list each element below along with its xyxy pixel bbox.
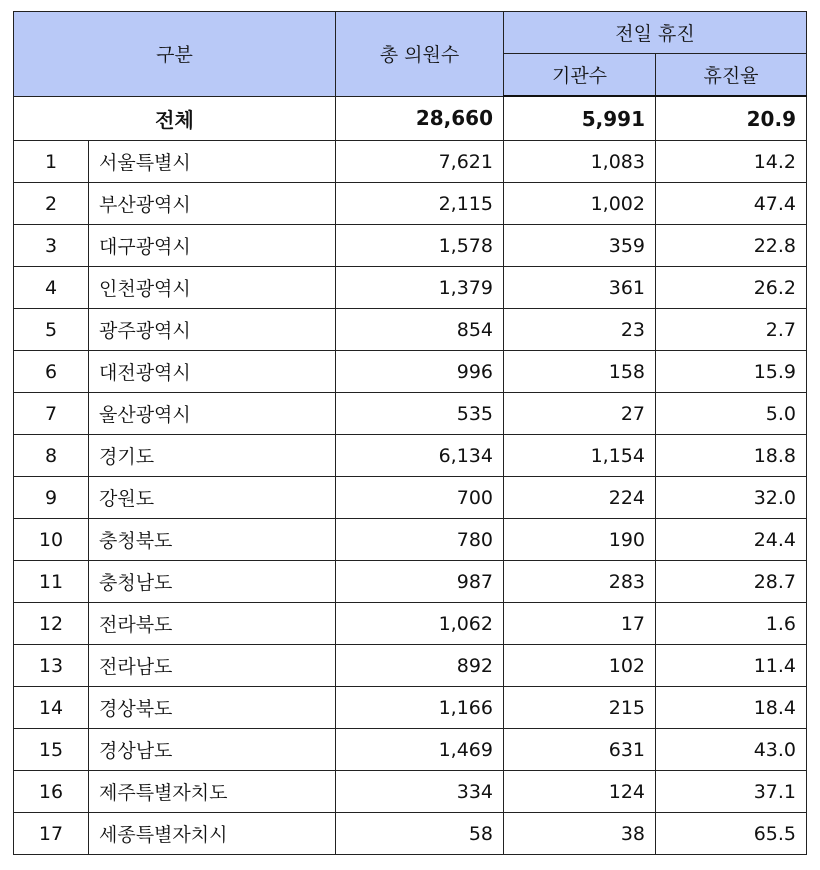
- row-institutions: 283: [504, 561, 656, 603]
- row-number: 6: [14, 351, 89, 393]
- row-number: 16: [14, 771, 89, 813]
- row-institutions: 215: [504, 687, 656, 729]
- row-region: 제주특별자치도: [89, 771, 336, 813]
- header-closed-group: 전일 휴진: [504, 12, 807, 54]
- row-region: 충청북도: [89, 519, 336, 561]
- table-row: [14, 267, 807, 309]
- row-members: 7,621: [336, 141, 504, 183]
- row-institutions: 1,154: [504, 435, 656, 477]
- row-number: 9: [14, 477, 89, 519]
- row-members: 700: [336, 477, 504, 519]
- row-region: 서울특별시: [89, 141, 336, 183]
- row-institutions: 27: [504, 393, 656, 435]
- total-row: [14, 96, 807, 141]
- row-institutions: 17: [504, 603, 656, 645]
- row-number: 5: [14, 309, 89, 351]
- row-members: 6,134: [336, 435, 504, 477]
- row-number: 11: [14, 561, 89, 603]
- row-rate: 1.6: [656, 603, 807, 645]
- row-rate: 26.2: [656, 267, 807, 309]
- table-row: [14, 393, 807, 435]
- row-number: 17: [14, 813, 89, 855]
- row-region: 경상북도: [89, 687, 336, 729]
- row-institutions: 23: [504, 309, 656, 351]
- header-total-members: 총 의원수: [336, 12, 504, 97]
- row-rate: 5.0: [656, 393, 807, 435]
- row-region: 경기도: [89, 435, 336, 477]
- row-number: 1: [14, 141, 89, 183]
- row-institutions: 124: [504, 771, 656, 813]
- table-row: [14, 813, 807, 855]
- table-row: [14, 351, 807, 393]
- row-members: 987: [336, 561, 504, 603]
- row-rate: 43.0: [656, 729, 807, 771]
- row-members: 1,166: [336, 687, 504, 729]
- row-institutions: 158: [504, 351, 656, 393]
- table-row: [14, 309, 807, 351]
- row-institutions: 631: [504, 729, 656, 771]
- row-number: 14: [14, 687, 89, 729]
- row-region: 인천광역시: [89, 267, 336, 309]
- row-members: 996: [336, 351, 504, 393]
- row-rate: 15.9: [656, 351, 807, 393]
- row-rate: 47.4: [656, 183, 807, 225]
- table-row: [14, 603, 807, 645]
- row-institutions: 359: [504, 225, 656, 267]
- row-rate: 2.7: [656, 309, 807, 351]
- row-rate: 22.8: [656, 225, 807, 267]
- row-rate: 18.4: [656, 687, 807, 729]
- row-institutions: 190: [504, 519, 656, 561]
- table-row: [14, 729, 807, 771]
- header-category: 구분: [14, 12, 336, 97]
- row-institutions: 38: [504, 813, 656, 855]
- row-region: 세종특별자치시: [89, 813, 336, 855]
- table-row: [14, 225, 807, 267]
- table-row: [14, 435, 807, 477]
- row-region: 전라북도: [89, 603, 336, 645]
- row-number: 8: [14, 435, 89, 477]
- table-row: [14, 771, 807, 813]
- row-region: 강원도: [89, 477, 336, 519]
- row-members: 1,469: [336, 729, 504, 771]
- table-row: [14, 183, 807, 225]
- table-row: [14, 645, 807, 687]
- row-members: 892: [336, 645, 504, 687]
- header-closure-rate: 휴진율: [656, 54, 807, 97]
- row-members: 58: [336, 813, 504, 855]
- row-number: 4: [14, 267, 89, 309]
- table-row: [14, 477, 807, 519]
- total-label: 전체: [14, 96, 336, 141]
- row-rate: 11.4: [656, 645, 807, 687]
- row-region: 대구광역시: [89, 225, 336, 267]
- row-members: 535: [336, 393, 504, 435]
- row-rate: 37.1: [656, 771, 807, 813]
- row-number: 10: [14, 519, 89, 561]
- row-number: 13: [14, 645, 89, 687]
- table-row: [14, 519, 807, 561]
- total-institutions: 5,991: [504, 96, 656, 141]
- header-institutions: 기관수: [504, 54, 656, 97]
- row-region: 경상남도: [89, 729, 336, 771]
- row-members: 334: [336, 771, 504, 813]
- row-members: 1,062: [336, 603, 504, 645]
- row-rate: 18.8: [656, 435, 807, 477]
- row-members: 854: [336, 309, 504, 351]
- total-members: 28,660: [336, 96, 504, 141]
- table-body: [14, 96, 807, 855]
- total-rate: 20.9: [656, 96, 807, 141]
- row-region: 울산광역시: [89, 393, 336, 435]
- row-number: 12: [14, 603, 89, 645]
- row-region: 대전광역시: [89, 351, 336, 393]
- row-number: 3: [14, 225, 89, 267]
- row-region: 전라남도: [89, 645, 336, 687]
- row-region: 부산광역시: [89, 183, 336, 225]
- row-institutions: 1,002: [504, 183, 656, 225]
- closure-table: [13, 11, 807, 855]
- row-number: 2: [14, 183, 89, 225]
- table-header: [14, 12, 807, 97]
- row-rate: 28.7: [656, 561, 807, 603]
- table-row: [14, 141, 807, 183]
- row-institutions: 102: [504, 645, 656, 687]
- row-members: 1,578: [336, 225, 504, 267]
- row-region: 충청남도: [89, 561, 336, 603]
- row-members: 2,115: [336, 183, 504, 225]
- row-number: 15: [14, 729, 89, 771]
- row-institutions: 361: [504, 267, 656, 309]
- table-row: [14, 687, 807, 729]
- row-rate: 24.4: [656, 519, 807, 561]
- row-members: 1,379: [336, 267, 504, 309]
- row-region: 광주광역시: [89, 309, 336, 351]
- row-members: 780: [336, 519, 504, 561]
- row-rate: 14.2: [656, 141, 807, 183]
- row-number: 7: [14, 393, 89, 435]
- table-row: [14, 561, 807, 603]
- row-institutions: 1,083: [504, 141, 656, 183]
- row-rate: 65.5: [656, 813, 807, 855]
- row-rate: 32.0: [656, 477, 807, 519]
- row-institutions: 224: [504, 477, 656, 519]
